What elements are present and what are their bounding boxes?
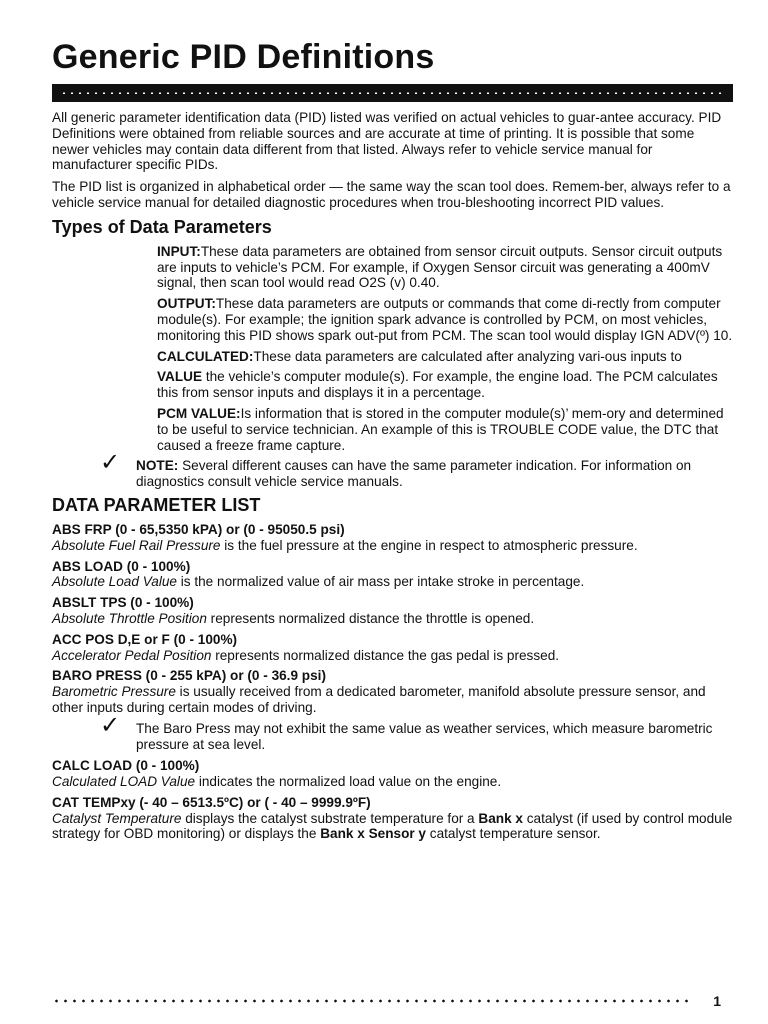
param-name: CALC LOAD (0 - 100%)	[52, 758, 200, 774]
param-desc: represents normalized distance the throttle is opened.	[206, 610, 535, 626]
intro-paragraph-2: The PID list is organized in alphabetical order — the same way the scan tool does. Remem-ber, always refer to a vehicle service manual for detailed diagnostic procedures when trou-bleshooting incorrect PID values.	[52, 179, 731, 210]
param-desc: is the normalized value of air mass per intake stroke in percentage.	[176, 574, 585, 590]
param-term: Absolute Throttle Position	[52, 610, 207, 626]
param-description	[52, 574, 733, 590]
param-term: Absolute Load Value	[52, 574, 177, 590]
param-bank: Bank x	[478, 810, 523, 826]
param-desc: represents normalized distance the gas pedal is pressed.	[211, 647, 560, 663]
param-term: Barometric Pressure	[52, 684, 176, 700]
type-pcm-value-label: PCM VALUE:	[157, 405, 241, 421]
param-acc-pos	[52, 632, 733, 664]
note-block	[100, 448, 733, 490]
param-desc: displays the catalyst substrate temperature for a	[181, 810, 479, 826]
type-value-text: the vehicle’s computer module(s). For example, the engine load. The PCM calculates this from sensor inputs and displays it in a percentage.	[157, 369, 718, 401]
param-name: ABSLT TPS (0 - 100%)	[52, 595, 194, 611]
type-input-text: These data parameters are obtained from sensor circuit outputs. Sensor circuit outputs are inputs to vehicle’s PCM. For example, if Oxygen Sensor circuit was generating a 400mV signal, then scan tool would read O2S (v) 0.40.	[157, 243, 723, 291]
type-output-text: These data parameters are outputs or commands that come di-rectly from computer module(s). For example; the ignition spark advance is controlled by PCM, on most vehicles, monitoring this PID shows spark out-put from PCM. The scan tool would display IGN ADV(º) 10.	[157, 296, 733, 343]
note-text	[136, 458, 733, 490]
note-body: Several different causes can have the same parameter indication. For information on diagnostics consult vehicle service manuals.	[136, 458, 692, 490]
type-calculated-label: CALCULATED:	[157, 348, 254, 364]
types-list	[157, 244, 733, 454]
type-calculated-text: These data parameters are calculated after analyzing vari-ous inputs to	[253, 348, 682, 364]
type-pcm-value-text: Is information that is stored in the computer module(s)’ mem-ory and determined to be useful to service technician. An example of this is TROUBLE CODE value, the DTC that caused a freeze frame capture.	[157, 405, 724, 453]
types-heading: Types of Data Parameters	[52, 216, 272, 237]
param-term: Catalyst Temperature	[52, 810, 182, 826]
param-abslt-tps	[52, 595, 733, 627]
param-name: ABS FRP (0 - 65,5350 kPA) or (0 - 95050.5 psi)	[52, 521, 345, 537]
page-footer	[52, 994, 733, 1008]
data-parameter-list-heading: DATA PARAMETER LIST	[52, 494, 261, 515]
footer-dotted-rule	[52, 999, 692, 1003]
type-value	[157, 369, 733, 401]
type-output-label: OUTPUT:	[157, 296, 216, 312]
param-name: BARO PRESS (0 - 255 kPA) or (0 - 36.9 psi)	[52, 668, 326, 684]
param-name: ABS LOAD (0 - 100%)	[52, 558, 191, 574]
param-calc-load	[52, 758, 733, 790]
param-desc: is the fuel pressure at the engine in respect to atmospheric pressure.	[220, 537, 638, 553]
note-label: NOTE:	[136, 458, 179, 474]
baro-note-text: The Baro Press may not exhibit the same value as weather services, which measure barometric pressure at sea level.	[136, 720, 713, 752]
param-bank-sensor: Bank x Sensor y	[320, 826, 426, 842]
checkmark-icon: ✓	[100, 448, 121, 477]
param-cat-temp	[52, 795, 733, 842]
type-input	[157, 244, 733, 291]
param-description	[52, 811, 733, 843]
type-pcm-value	[157, 406, 733, 453]
title-divider-bar	[52, 84, 733, 102]
intro-paragraph-1: All generic parameter identification data (PID) listed was verified on actual vehicles to guar-antee accuracy. PID Definitions were obtained from reliable sources and are accurate at time of printing. It is possible that some newer vehicles may contain data different from that listed. Always refer to vehicle service manual for manufacturer specific PIDs.	[52, 110, 722, 173]
param-description	[52, 538, 733, 554]
param-description	[52, 648, 733, 664]
type-calculated	[157, 349, 733, 365]
param-term: Accelerator Pedal Position	[52, 647, 212, 663]
param-description	[52, 684, 733, 716]
param-desc: is usually received from a dedicated barometer, manifold absolute pressure sensor, and other inputs during certain modes of driving.	[52, 684, 706, 715]
param-term: Calculated LOAD Value	[52, 774, 196, 790]
type-value-label: VALUE	[157, 369, 203, 385]
param-name: ACC POS D,E or F (0 - 100%)	[52, 631, 238, 647]
param-abs-frp	[52, 522, 733, 554]
param-desc: catalyst temperature sensor.	[426, 826, 601, 842]
checkmark-icon: ✓	[100, 710, 121, 739]
param-description	[52, 774, 733, 790]
param-baro-press	[52, 668, 733, 715]
param-desc: indicates the normalized load value on the engine.	[195, 774, 502, 790]
type-input-label: INPUT:	[157, 243, 201, 259]
param-abs-load	[52, 559, 733, 591]
content	[52, 110, 733, 847]
page-title: Generic PID Definitions	[52, 38, 435, 76]
param-desc: catalyst (if used by control module strategy for OBD monitoring) or displays the	[52, 810, 733, 842]
param-term: Absolute Fuel Rail Pressure	[52, 537, 221, 553]
baro-note	[100, 710, 733, 753]
type-output	[157, 296, 733, 343]
param-name: CAT TEMPxy (- 40 – 6513.5ºC) or ( - 40 – 9999.9ºF)	[52, 794, 371, 810]
page-number: 1	[713, 993, 721, 1009]
param-description	[52, 611, 733, 627]
